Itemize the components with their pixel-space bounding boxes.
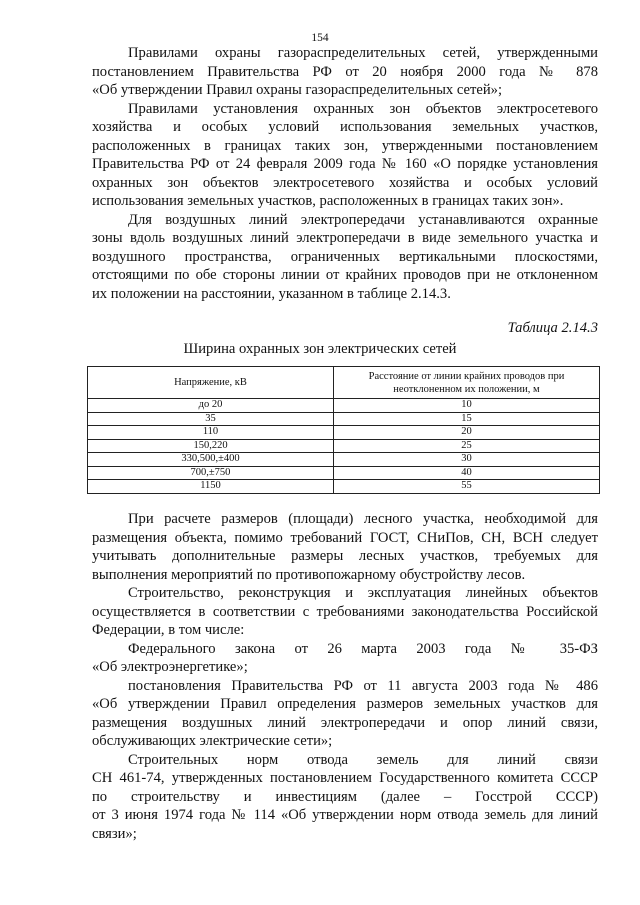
text-line: осуществляется в соответствии с требованиями законодательства Российской <box>92 603 598 620</box>
top-text-block <box>92 44 598 303</box>
table-label: Таблица 2.14.3 <box>507 320 598 336</box>
paragraph <box>92 584 598 640</box>
paragraph <box>92 100 598 211</box>
text-line: постановления Правительства РФ от 11 августа 2003 года № 486 <box>128 677 598 694</box>
bottom-text-block <box>92 510 598 843</box>
table-row <box>88 466 600 480</box>
paragraph <box>92 510 598 584</box>
text-line: хозяйства и особых условий использования земельных участков, <box>92 119 598 135</box>
table-row <box>88 480 600 494</box>
text-line: Правилами охраны газораспределительных сетей, утвержденными <box>128 45 598 61</box>
distance-cell: 25 <box>334 439 600 453</box>
text-line: СН 461-74, утвержденных постановлением Государственного комитета СССР <box>92 770 598 786</box>
text-line: Для воздушных линий электропередачи устанавливаются охранные <box>128 211 598 228</box>
text-line: «Об электроэнергетике»; <box>92 659 248 675</box>
text-line: Строительных норм отвода земель для линий связи <box>128 751 598 768</box>
text-line: зоны вдоль воздушных линий электропередачи в виде земельного участка и <box>92 230 598 246</box>
text-line: Правительства РФ от 24 февраля 2009 года № 160 «О порядке установления <box>92 156 598 172</box>
table-row <box>88 439 600 453</box>
text-line: использования земельных участков, расположенных в границах таких зон». <box>92 193 564 209</box>
text-line: Строительство, реконструкция и эксплуатация линейных объектов <box>128 585 598 601</box>
text-line: При расчете размеров (площади) лесного участка, необходимой для <box>128 511 598 527</box>
text-line: обслуживающих электрические сети»; <box>92 733 333 749</box>
paragraph <box>92 211 598 304</box>
table-title: Ширина охранных зон электрических сетей <box>183 341 457 357</box>
text-line: Федерального закона от 26 марта 2003 года № 35-ФЗ <box>128 640 598 657</box>
voltage-cell: 700,±750 <box>88 466 334 480</box>
voltage-cell: 35 <box>88 412 334 426</box>
text-line: охранных зон объектов электросетевого хозяйства и особых условий <box>92 174 598 191</box>
paragraph <box>92 640 598 677</box>
voltage-cell: 110 <box>88 426 334 440</box>
text-line: размещения объекта, помимо требований ГОСТ, СНиПов, СН, ВСН следует <box>92 529 598 546</box>
text-line: по строительству и инвестициям (далее – Госстрой СССР) <box>92 788 598 805</box>
page-number: 154 <box>311 32 329 44</box>
text-line: от 3 июня 1974 года № 114 «Об утверждении норм отвода земель для линий <box>92 807 598 823</box>
text-line: учитывать дополнительные размеры лесных участков, требуемых для <box>92 548 598 564</box>
text-line: Правилами установления охранных зон объектов электросетевого <box>128 100 598 117</box>
text-line: размещения воздушных линий электропередачи и опор линий связи, <box>92 714 598 731</box>
paragraph <box>92 751 598 844</box>
text-line: их положении на расстоянии, указанном в таблице 2.14.3. <box>92 285 451 302</box>
distance-cell: 15 <box>334 412 600 426</box>
text-line: отстоящими по обе стороны линии от крайних проводов при не отклоненном <box>92 267 598 283</box>
distance-cell: 30 <box>334 453 600 467</box>
voltage-cell: до 20 <box>88 399 334 413</box>
text-line: выполнения мероприятий по противопожарному обустройству лесов. <box>92 566 526 583</box>
distance-cell: 40 <box>334 466 600 480</box>
text-line: Федерации, в том числе: <box>92 622 245 638</box>
distance-cell: 10 <box>334 399 600 413</box>
table-row <box>88 453 600 467</box>
distance-cell: 55 <box>334 480 600 494</box>
paragraph <box>92 44 598 100</box>
text-line: «Об утверждении Правил охраны газораспределительных сетей»; <box>92 82 503 98</box>
header-distance: Расстояние от линии крайних проводов при неотклоненном их положении, м <box>334 367 600 399</box>
table-header-row <box>88 367 600 399</box>
table-row <box>88 426 600 440</box>
protection-zones-table <box>87 366 600 494</box>
text-line: расположенных в границах таких зон, утвержденными постановлением <box>92 137 598 154</box>
table-row <box>88 412 600 426</box>
text-line: связи»; <box>92 825 137 842</box>
text-line: постановлением Правительства РФ от 20 ноября 2000 года № 878 <box>92 63 598 80</box>
header-voltage: Напряжение, кВ <box>88 367 334 399</box>
distance-cell: 20 <box>334 426 600 440</box>
voltage-cell: 150,220 <box>88 439 334 453</box>
paragraph <box>92 677 598 751</box>
text-line: «Об утверждении Правил определения размеров земельных участков для <box>92 696 598 712</box>
voltage-cell: 330,500,±400 <box>88 453 334 467</box>
text-line: воздушного пространства, ограниченных вертикальными плоскостями, <box>92 248 598 265</box>
voltage-cell: 1150 <box>88 480 334 494</box>
table-row <box>88 399 600 413</box>
